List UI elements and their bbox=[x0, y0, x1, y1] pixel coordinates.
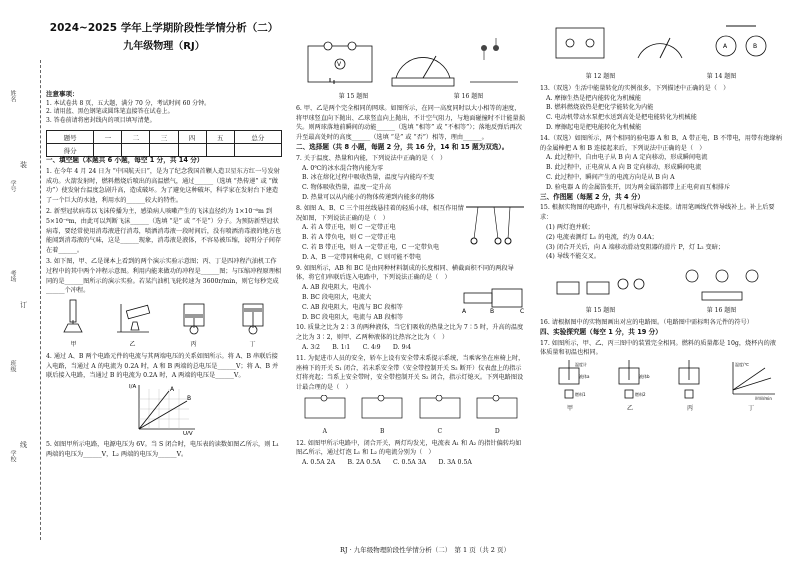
option: A. 若 A 带正电，则 C 一定带正电 bbox=[302, 224, 396, 232]
binding-label: 姓名 bbox=[9, 90, 16, 102]
score-cell: 题号 bbox=[47, 131, 94, 144]
apparatus-label: 液体b bbox=[639, 374, 650, 380]
figure-label: 甲 bbox=[70, 340, 77, 348]
score-cell: 三 bbox=[150, 131, 178, 144]
requirement: (4) 导线不能交叉。 bbox=[546, 253, 601, 261]
line-b bbox=[139, 401, 187, 429]
exam-title: 2024~2025 学年上学期阶段性学情分析（二） bbox=[49, 22, 279, 34]
column-1 bbox=[46, 156, 282, 460]
requirement: (3) 闭合开关后，向 A 端移动滑动变阻器的滑片 P，灯 L₂ 变暗； bbox=[546, 243, 725, 251]
requirement: (2) 电流表测灯 L₁ 的电流，约为 0.4A； bbox=[546, 233, 658, 241]
svg-text:V: V bbox=[337, 61, 342, 68]
score-cell: 四 bbox=[178, 131, 206, 144]
binding-label: 班级 bbox=[9, 360, 16, 372]
option: D. A、B 一定带同种电荷，C 则可能不带电 bbox=[302, 253, 422, 261]
exam-subtitle: 九年级物理（RJ） bbox=[123, 41, 205, 52]
iu-graph-wrap bbox=[46, 381, 282, 439]
question-5: 5. 如图甲所示电路，电源电压为 6V。当 S 闭合时，电压表的读数如图乙所示，则 L₁ 两端的电压为______V，L₂ 两端的电压为______V。 bbox=[46, 440, 279, 458]
q17-figures bbox=[540, 360, 782, 414]
figure-caption: 第 15 题图 bbox=[338, 93, 369, 100]
score-input-cell[interactable] bbox=[94, 144, 122, 157]
figure-caption: 第 12 题图 bbox=[585, 73, 616, 80]
question-3: 3. 如下图，甲、乙是课本上看到的两个演示实验示意图；丙、丁是四冲程汽油机工作过程中的其中两个冲程示意图。利用内能来做功的冲程是______图；与压缩冲程原理相同的是______图所示的演示实验。若某汽油机飞轮转速为 3600r/min，则它每秒完成______个冲程。 bbox=[46, 257, 282, 295]
question-6: 6. 甲、乙是两个完全相同的网球。如图所示，在同一高度同时以大小相等的速度，将甲球竖直向下抛出、乙球竖直向上抛出，不计空气阻力，与地面碰撞时不计能量损失。则两球落地前瞬间的动能______（选填 “相等” 或 “不相等”）；落地反弹后再次升至最高处时的高度______（选填 “是” 或 “否”）相等，理由______。 bbox=[296, 104, 525, 142]
score-value-row bbox=[47, 144, 282, 157]
question-16: 16. 请根据图中的实物图画出对应的电路图。（电路图中需标明各元件的符号） bbox=[540, 318, 753, 326]
series-label: A bbox=[170, 386, 175, 394]
score-cell: 得分 bbox=[47, 144, 94, 157]
svg-text:C: C bbox=[520, 308, 525, 314]
binding-label: 学号 bbox=[9, 180, 16, 192]
figure-bing bbox=[172, 298, 216, 350]
score-input-cell[interactable] bbox=[150, 144, 178, 157]
requirement: (1) 两灯泡并联； bbox=[546, 223, 594, 231]
score-cell: 五 bbox=[206, 131, 234, 144]
axis-label: 时间/min bbox=[755, 396, 772, 401]
circuit-option bbox=[302, 395, 348, 437]
circuit-c bbox=[417, 395, 463, 423]
q11-circuits bbox=[296, 395, 526, 437]
apparatus-jia bbox=[545, 360, 595, 414]
flask-figure bbox=[109, 298, 157, 336]
apparatus-yi bbox=[605, 360, 655, 414]
physical-circuit-15 bbox=[551, 264, 651, 304]
option: A. 3∶2 B. 1∶1 C. 4∶9 D. 9∶4 bbox=[302, 343, 412, 351]
option: C. 电动机带动水泵把水送到高处是把电能转化为机械能 bbox=[546, 114, 697, 122]
apparatus-bing bbox=[665, 360, 715, 414]
q8-block bbox=[296, 203, 526, 263]
q8-text bbox=[296, 203, 464, 263]
option: B. 此过程中，正电荷从 A 向 B 定向移动，形成瞬间电流 bbox=[546, 164, 702, 172]
circuit-figure-jia bbox=[300, 38, 380, 90]
notice-item: 2. 请用蓝、黑色钢笔或圆珠笔直接答在试卷上。 bbox=[46, 108, 174, 116]
section-heading-2: 二、选择题（共 8 小题，每题 2 分，共 16 分，14 和 15 题为双选）。 bbox=[296, 142, 509, 151]
x-axis-label: U/V bbox=[183, 431, 193, 436]
apparatus-label: 燃料2 bbox=[635, 392, 646, 398]
notice-item: 1. 本试卷共 8 页，五大题，满分 70 分，考试时间 60 分钟。 bbox=[46, 99, 211, 107]
circuit-a bbox=[302, 395, 348, 423]
figure-label: 丙 bbox=[686, 404, 693, 412]
question-2: 2. 新型冠状病毒以飞沫传播为主，感染病人咳嗽产生的飞沫直径约为 1×10⁻⁶m 到 5×10⁻⁶m，由此可以判断飞沫______（选填 “是” 或 “不是”）分子。为预防新型冠状病毒，要经常使用消毒液进行消毒，喷洒消毒液一段时间后，没有喷洒消毒液的地方也能闻到消毒液的气味，这是______现象，消毒液是液体，不容易被压缩，说明分子间存在着______。 bbox=[46, 207, 282, 255]
figure-label: 丁 bbox=[249, 340, 256, 348]
binding-mark: 订 bbox=[20, 301, 27, 309]
question-15: 15. 根据实物图的电路中，有几根导线尚未连接。请用笔画线代替导线补上。补上后要求： bbox=[540, 204, 775, 222]
engine-figure-bing bbox=[172, 298, 216, 336]
q9-block bbox=[296, 283, 526, 322]
question-4: 4. 通过 A、B 两个电路元件的电流与其两端电压的关系如图所示。将 A、B 串联后接入电路，当通过 A 的电流为 0.2A 时，A 和 B 两端的总电压是______V；将 A、B 并联后接入电路，当通过 B 的电流为 0.2A 时，A 两端的电压是______V。 bbox=[46, 352, 279, 380]
engine-figure-ding bbox=[231, 298, 275, 336]
figure-label: 甲 bbox=[566, 404, 573, 412]
apparatus-label: 温度计 bbox=[575, 362, 587, 368]
option: B. 若 A 带负电，则 C 一定带正电 bbox=[302, 234, 396, 242]
figure-label: A bbox=[322, 427, 327, 435]
apparatus-ding bbox=[725, 360, 777, 414]
axis-label: 温度/℃ bbox=[735, 362, 749, 368]
ball-figure bbox=[466, 38, 522, 90]
q15-16-captions bbox=[540, 306, 782, 316]
beaker-figure bbox=[545, 360, 595, 400]
voltmeter-dial bbox=[388, 38, 458, 90]
q9-options bbox=[296, 283, 460, 322]
score-input-cell[interactable] bbox=[178, 144, 206, 157]
notice-heading: 注意事项： bbox=[46, 90, 79, 98]
binding-margin bbox=[4, 60, 41, 540]
top-right-figures bbox=[540, 22, 782, 70]
figure-label: B bbox=[380, 427, 385, 435]
column-3 bbox=[540, 20, 782, 416]
section-heading: 一、填空题（本题共 6 小题，每空 1 分，共 14 分） bbox=[46, 156, 204, 164]
option: C. AB 段电阻大，电流与 BC 段相等 bbox=[302, 303, 403, 311]
top-right-captions bbox=[540, 72, 782, 82]
circuit-option bbox=[359, 395, 405, 437]
figure-label: 丙 bbox=[190, 340, 197, 348]
option: D. 热量可以从内能小的物体传递到内能多的物体 bbox=[302, 193, 435, 201]
figure-label: C bbox=[437, 427, 443, 435]
figure-jia bbox=[54, 298, 94, 350]
binding-mark: 线 bbox=[20, 441, 27, 449]
figure-label: 乙 bbox=[626, 404, 633, 412]
score-input-cell[interactable] bbox=[206, 144, 234, 157]
circuit-figure-12 bbox=[550, 22, 610, 70]
section-heading-3: 三、作图题（每题 2 分，共 4 分） bbox=[540, 192, 645, 201]
score-cell: 总分 bbox=[234, 131, 281, 144]
option: A. 0℃的冰水混合物内能为零 bbox=[302, 164, 384, 172]
ammeter-dial bbox=[630, 22, 690, 70]
figure-yi bbox=[109, 298, 157, 350]
question-13: 13.（双选）生活中能量转化的实例很多，下列描述中正确的是（ ） bbox=[540, 84, 730, 92]
figure-ding bbox=[231, 298, 275, 350]
question-7: 7. 关于温度、热量和内能，下列说法中正确的是（ ） bbox=[296, 154, 447, 162]
beaker-figure bbox=[665, 360, 715, 400]
iu-graph bbox=[129, 381, 199, 435]
option: C. 若 B 带正电，则 A 一定带正电，C 一定带负电 bbox=[302, 243, 440, 251]
line-a bbox=[139, 391, 169, 429]
conductor-figure bbox=[460, 283, 526, 313]
question-12: 12. 如图甲所示电路中，闭合开关，两灯均发光，电流表 A₁ 和 A₂ 的指针偏转均如图乙所示，通过灯泡 L₁ 和 L₂ 的电流分别为（ ） bbox=[296, 439, 522, 457]
circuit-d bbox=[474, 395, 520, 423]
figure-label: 丁 bbox=[747, 404, 754, 412]
figure-caption: 第 14 题图 bbox=[706, 73, 737, 80]
test-tube-figure bbox=[54, 298, 94, 336]
option: A. 此过程中，自由电子从 B 向 A 定向移动，形成瞬间电流 bbox=[546, 154, 708, 162]
score-input-cell[interactable] bbox=[122, 144, 150, 157]
beaker-figure bbox=[605, 360, 655, 400]
score-header-row bbox=[47, 131, 282, 144]
option: B. 燃料燃烧放热是把化学能转化为内能 bbox=[546, 104, 654, 112]
score-cell: 一 bbox=[94, 131, 122, 144]
q15-16-figures bbox=[540, 264, 782, 304]
question-9: 9. 如图所示，AB 和 BC 是由同种材料制成的长度相同、横截面积不同的两段导体，将它们串联后连入电路中，下列说法正确的是（ ） bbox=[296, 264, 514, 282]
hanging-balls bbox=[464, 203, 526, 253]
question-10: 10. 质量之比为 2∶3 的两种液体，当它们吸收的热量之比为 7∶5 时，升高的温度之比为 3∶2，则甲、乙两种液体的比热容之比为（ ） bbox=[296, 324, 524, 342]
y-axis-label: I/A bbox=[129, 384, 137, 391]
question-14: 14.（双选）如图所示，两个相同的验电器 A 和 B，A 带正电，B 不带电，用带有绝缘柄的金属棒把 A 和 B 连接起来后，下列说法中正确的是（ ） bbox=[540, 134, 782, 152]
apparatus-label: 燃料1 bbox=[575, 392, 586, 398]
option: D. BC 段电阻大，电流与 AB 段相等 bbox=[302, 313, 404, 321]
figure-caption: 第 16 题图 bbox=[453, 93, 484, 100]
physical-circuit-16 bbox=[672, 264, 772, 304]
score-table bbox=[46, 130, 282, 157]
question-8: 8. 如图 A、B、C 三个用丝线悬挂着的轻质小球，相互作用情况如图，下列说法正确的是（ ） bbox=[296, 204, 464, 222]
column-2 bbox=[296, 36, 526, 468]
question-11: 11. 为促进市人员的安全，轿车上设有安全带未系提示系统，当乘客坐在座椅上时，座椅下的开关 S₁ 闭合，若未系安全带（安全带控制开关 S₂ 断开）仪表盘上的指示灯将亮起；当系上安全带时，安全带控制开关 S₂ 闭合，指示灯熄灭。下列电路图设计最合理的是（ ） bbox=[296, 354, 525, 392]
section-heading-4: 四、实验探究题（每空 1 分，共 19 分） bbox=[540, 327, 662, 336]
electroscope-figure bbox=[710, 22, 772, 70]
binding-mark: 装 bbox=[20, 161, 27, 169]
figure-label: 乙 bbox=[129, 340, 136, 348]
fig-captions bbox=[296, 92, 526, 102]
circuit-b bbox=[359, 395, 405, 423]
notice-block bbox=[46, 90, 282, 125]
option: D. 验电器 A 的金属箔张开，因为两金属箔都带上正电荷而互相排斥 bbox=[546, 183, 731, 191]
svg-text:A: A bbox=[462, 308, 467, 314]
question-17: 17. 如图所示，甲、乙、丙三图中的装置完全相同。燃料的质量都是 10g，烧杯内的液体质量和初温也相同。 bbox=[540, 339, 776, 357]
option: A. 0.5A 2A B. 2A 0.5A C. 0.5A 3A D. 3A 0.5A bbox=[302, 459, 472, 467]
svg-text:A: A bbox=[723, 43, 728, 50]
figure-caption: 第 15 题图 bbox=[585, 307, 616, 315]
series-label: B bbox=[187, 395, 192, 403]
circuit-option bbox=[474, 395, 520, 437]
score-cell: 二 bbox=[122, 131, 150, 144]
option: D. 摩擦起电是把电能转化为机械能 bbox=[546, 123, 642, 131]
notice-item: 3. 答卷前请将密封线内的项目填写清楚。 bbox=[46, 116, 156, 124]
option: B. 冰在熔化过程中吸收热量，温度与内能均不变 bbox=[302, 174, 435, 182]
q3-figures bbox=[46, 298, 282, 350]
figure-caption: 第 16 题图 bbox=[706, 307, 737, 315]
option: C. 物体吸收热量，温度一定升高 bbox=[302, 184, 391, 192]
page-footer: RJ · 九年级物理阶段性学情分析（二） 第 1 页（共 2 页） bbox=[340, 546, 510, 554]
apparatus-label: 液体a bbox=[579, 374, 590, 380]
svg-text:B: B bbox=[490, 308, 495, 314]
binding-label: 学校 bbox=[9, 450, 16, 462]
binding-label: 考场 bbox=[9, 270, 16, 282]
option: A. AB 段电阻大，电流小 bbox=[302, 284, 371, 292]
score-input-cell[interactable] bbox=[234, 144, 281, 157]
option: B. BC 段电阻大，电流大 bbox=[302, 293, 372, 301]
circuit-option bbox=[417, 395, 463, 437]
option: C. 此过程中，瞬间产生的电流方向是从 B 向 A bbox=[546, 173, 675, 181]
question-1: 1. 在今年 4 月 24 日为 “中国航天日”，是为了纪念我国首颗人造卫星东方红一号发射成功。火箭发射时，燃料燃烧后喷出的高温燃气，通过______（选填 “热传递” 或 “做功”）使发射台温度急剧升高，造成破坏。为了避免这种破坏，科学家在发射台下建造了一个巨大的水池，利用水的______较大的特性。 bbox=[46, 167, 280, 205]
figure-label: D bbox=[494, 427, 500, 435]
svg-text:B: B bbox=[753, 43, 758, 50]
q5-figures bbox=[296, 38, 526, 90]
temperature-graph bbox=[725, 360, 777, 400]
option: A. 摩擦生热是把内能转化为机械能 bbox=[546, 94, 642, 102]
